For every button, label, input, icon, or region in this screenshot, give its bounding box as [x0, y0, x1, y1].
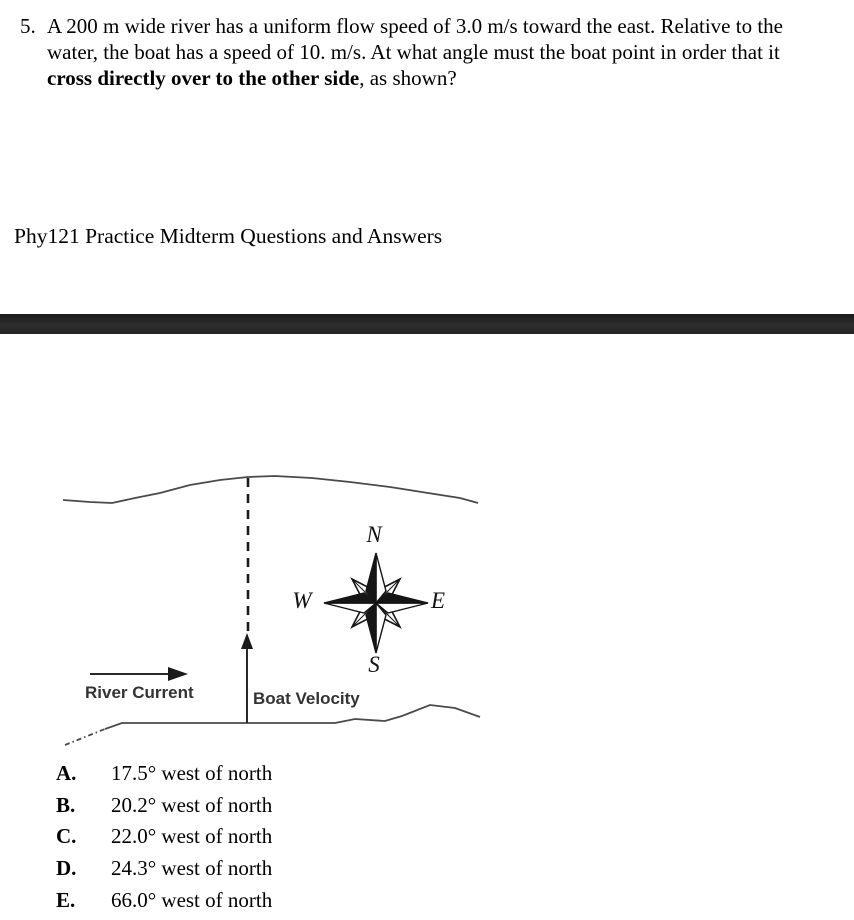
- question-bold-phrase: cross directly over to the other side: [47, 66, 360, 90]
- compass-rose-icon: [324, 553, 428, 653]
- compass-label-west: W: [292, 588, 312, 613]
- question-text: [47, 13, 842, 91]
- river-figure: [50, 455, 495, 755]
- page-separator-bar: [0, 314, 854, 334]
- question-line-1: A 200 m wide river has a uniform flow speed of 3.0 m/s toward the east. Relative to the: [47, 14, 783, 38]
- answer-text: 66.0° west of north: [111, 887, 273, 912]
- question-line-3-rest: , as shown?: [359, 66, 457, 90]
- answer-row-b: [56, 790, 272, 822]
- answer-row-a: [56, 758, 272, 790]
- river-current-label: River Current: [85, 683, 194, 702]
- river-current-arrow: [90, 667, 188, 681]
- compass-label-south: S: [368, 652, 380, 677]
- bottom-riverbank-lead: [65, 729, 105, 745]
- top-riverbank-line: [63, 476, 478, 503]
- question-line-3: [47, 65, 842, 91]
- answer-letter: C.: [56, 824, 77, 849]
- compass-label-north: N: [366, 522, 382, 547]
- doc-title: Phy121 Practice Midterm Questions and Answers: [14, 224, 443, 248]
- boat-velocity-label: Boat Velocity: [253, 689, 360, 708]
- answer-text: 22.0° west of north: [111, 824, 273, 849]
- answer-letter: A.: [56, 761, 77, 786]
- answer-letter: B.: [56, 792, 76, 817]
- boat-velocity-arrow: [241, 633, 253, 723]
- answer-row-d: [56, 853, 272, 885]
- question-line-2: water, the boat has a speed of 10. m/s. At what angle must the boat point in order that it: [47, 40, 780, 64]
- answer-letter: D.: [56, 856, 77, 881]
- answer-text: 20.2° west of north: [111, 792, 273, 817]
- answer-text: 17.5° west of north: [111, 761, 273, 786]
- answer-row-e: [56, 884, 272, 916]
- answers-list: [56, 758, 272, 916]
- answer-text: 24.3° west of north: [111, 856, 273, 881]
- question-number: 5.: [20, 14, 36, 38]
- question-block: [20, 13, 842, 91]
- compass-label-east: E: [430, 588, 446, 613]
- answer-row-c: [56, 821, 272, 853]
- answer-letter: E.: [56, 887, 76, 912]
